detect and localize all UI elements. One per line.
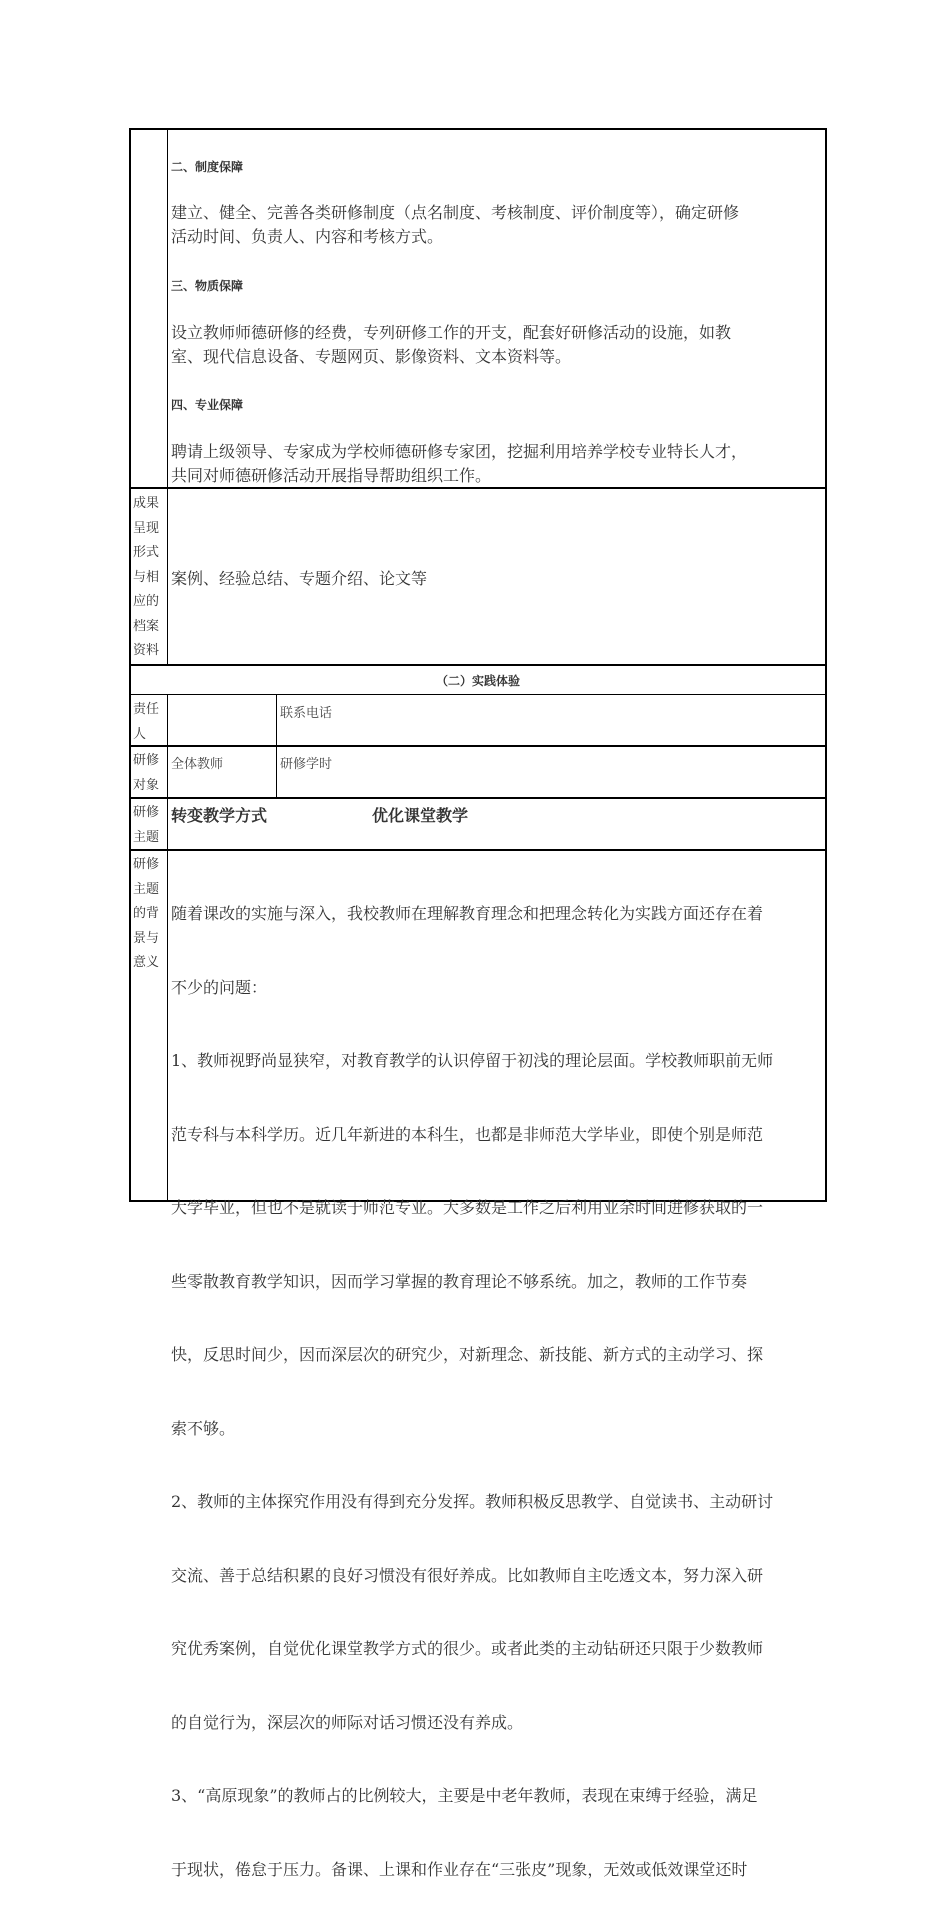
target-value: 全体教师 [171, 757, 224, 772]
label-line: 成果 [133, 496, 160, 511]
row-sep-6 [131, 849, 825, 851]
label-col-line-bottom [167, 695, 168, 1200]
label-line: 应的 [133, 594, 160, 609]
label-line: 责任 [133, 702, 160, 717]
label-line: 主题 [133, 881, 160, 897]
text-line: 1、教师视野尚显狭窄，对教育教学的认识停留于初浅的理论层面。学校教师职前无师 [171, 1051, 774, 1070]
label-line: 档案 [133, 618, 160, 634]
background-content [171, 853, 891, 1907]
label-line: 对象 [133, 777, 160, 793]
text-line: 范专科与本科学历。近几年新进的本科生，也都是非师范大学毕业，即使个别是师范 [171, 1124, 764, 1144]
text-line: 3、“高原现象”的教师占的比例较大，主要是中老年教师，表现在束缚于经验，满足 [171, 1786, 758, 1805]
label-line: 研修 [133, 805, 160, 820]
text-line: 于现状，倦怠于压力。备课、上课和作业存在“三张皮”现象，无效或低效课堂还时 [171, 1859, 748, 1879]
label-line: 资料 [133, 643, 160, 658]
text-line: 索不够。 [171, 1418, 236, 1438]
target-label [133, 749, 165, 798]
responsible-label [133, 698, 165, 747]
text-line: 设立教师师德研修的经费，专列研修工作的开支，配套好研修活动的设施，如教 [171, 323, 732, 342]
text-line: 随着课改的实施与深入，我校教师在理解教育理念和把理念转化为实践方面还存在着 [171, 904, 764, 923]
label-line: 意义 [133, 955, 160, 970]
text-line: 交流、善于总结积累的良好习惯没有很好养成。比如教师自主吃透文本，努力深入研 [171, 1565, 764, 1585]
results-content: 案例、经验总结、专题介绍、论文等 [171, 569, 428, 588]
hours-label: 研修学时 [280, 757, 333, 772]
label-line: 主题 [133, 829, 160, 845]
text-line: 共同对师德研修活动开展指导帮助组织工作。 [171, 466, 492, 485]
section-body-professional [171, 440, 841, 488]
label-line: 研修 [133, 857, 160, 872]
results-label [133, 492, 165, 664]
section-title-professional: 四、专业保障 [171, 398, 244, 412]
row-sep-5 [131, 797, 825, 799]
col-sep-phone [276, 695, 277, 799]
practice-heading: （二）实践体验 [435, 674, 520, 688]
text-line: 活动时间、负责人、内容和考核方式。 [171, 227, 444, 246]
label-line: 与相 [133, 569, 160, 585]
text-line: 快，反思时间少，因而深层次的研究少，对新理念、新技能、新方式的主动学习、探 [171, 1345, 764, 1364]
text-line: 室、现代信息设备、专题网页、影像资料、文本资料等。 [171, 347, 572, 366]
text-line: 的自觉行为，深层次的师际对话习惯还没有养成。 [171, 1712, 524, 1732]
theme-label [133, 801, 165, 850]
label-line: 的背 [133, 906, 160, 921]
row-sep-3 [131, 694, 825, 695]
label-line: 人 [133, 726, 147, 742]
text-line: 聘请上级领导、专家成为学校师德研修专家团，挖掘利用培养学校专业特长人才， [171, 442, 748, 461]
phone-label: 联系电话 [280, 706, 333, 721]
label-line: 呈现 [133, 520, 160, 536]
label-col-line-top [167, 130, 168, 665]
text-line: 大学毕业，但也不是就读于师范专业。大多数是工作之后利用业余时间进修获取的一 [171, 1198, 764, 1217]
theme-part-1: 转变教学方式 [171, 806, 268, 825]
label-line: 研修 [133, 753, 160, 768]
label-line: 景与 [133, 930, 160, 946]
table-border-top [129, 128, 827, 130]
text-line: 些零散教育教学知识，因而学习掌握的教育理论不够系统。加之，教师的工作节奏 [171, 1271, 748, 1291]
text-line: 不少的问题： [171, 977, 268, 997]
row-sep-2 [131, 664, 825, 666]
section-body-material [171, 321, 831, 369]
text-line: 究优秀案例，自觉优化课堂教学方式的很少。或者此类的主动钻研还只限于少数教师 [171, 1639, 764, 1658]
row-sep-4 [131, 745, 825, 747]
label-line: 形式 [133, 545, 160, 560]
section-title-system: 二、制度保障 [171, 160, 244, 174]
background-label [133, 853, 165, 976]
theme-part-2: 优化课堂教学 [372, 806, 469, 825]
text-line: 建立、健全、完善各类研修制度（点名制度、考核制度、评价制度等），确定研修 [171, 203, 740, 222]
section-body-system [171, 201, 831, 249]
section-title-material: 三、物质保障 [171, 279, 244, 293]
text-line: 2、教师的主体探究作用没有得到充分发挥。教师积极反思教学、自觉读书、主动研讨 [171, 1492, 774, 1511]
